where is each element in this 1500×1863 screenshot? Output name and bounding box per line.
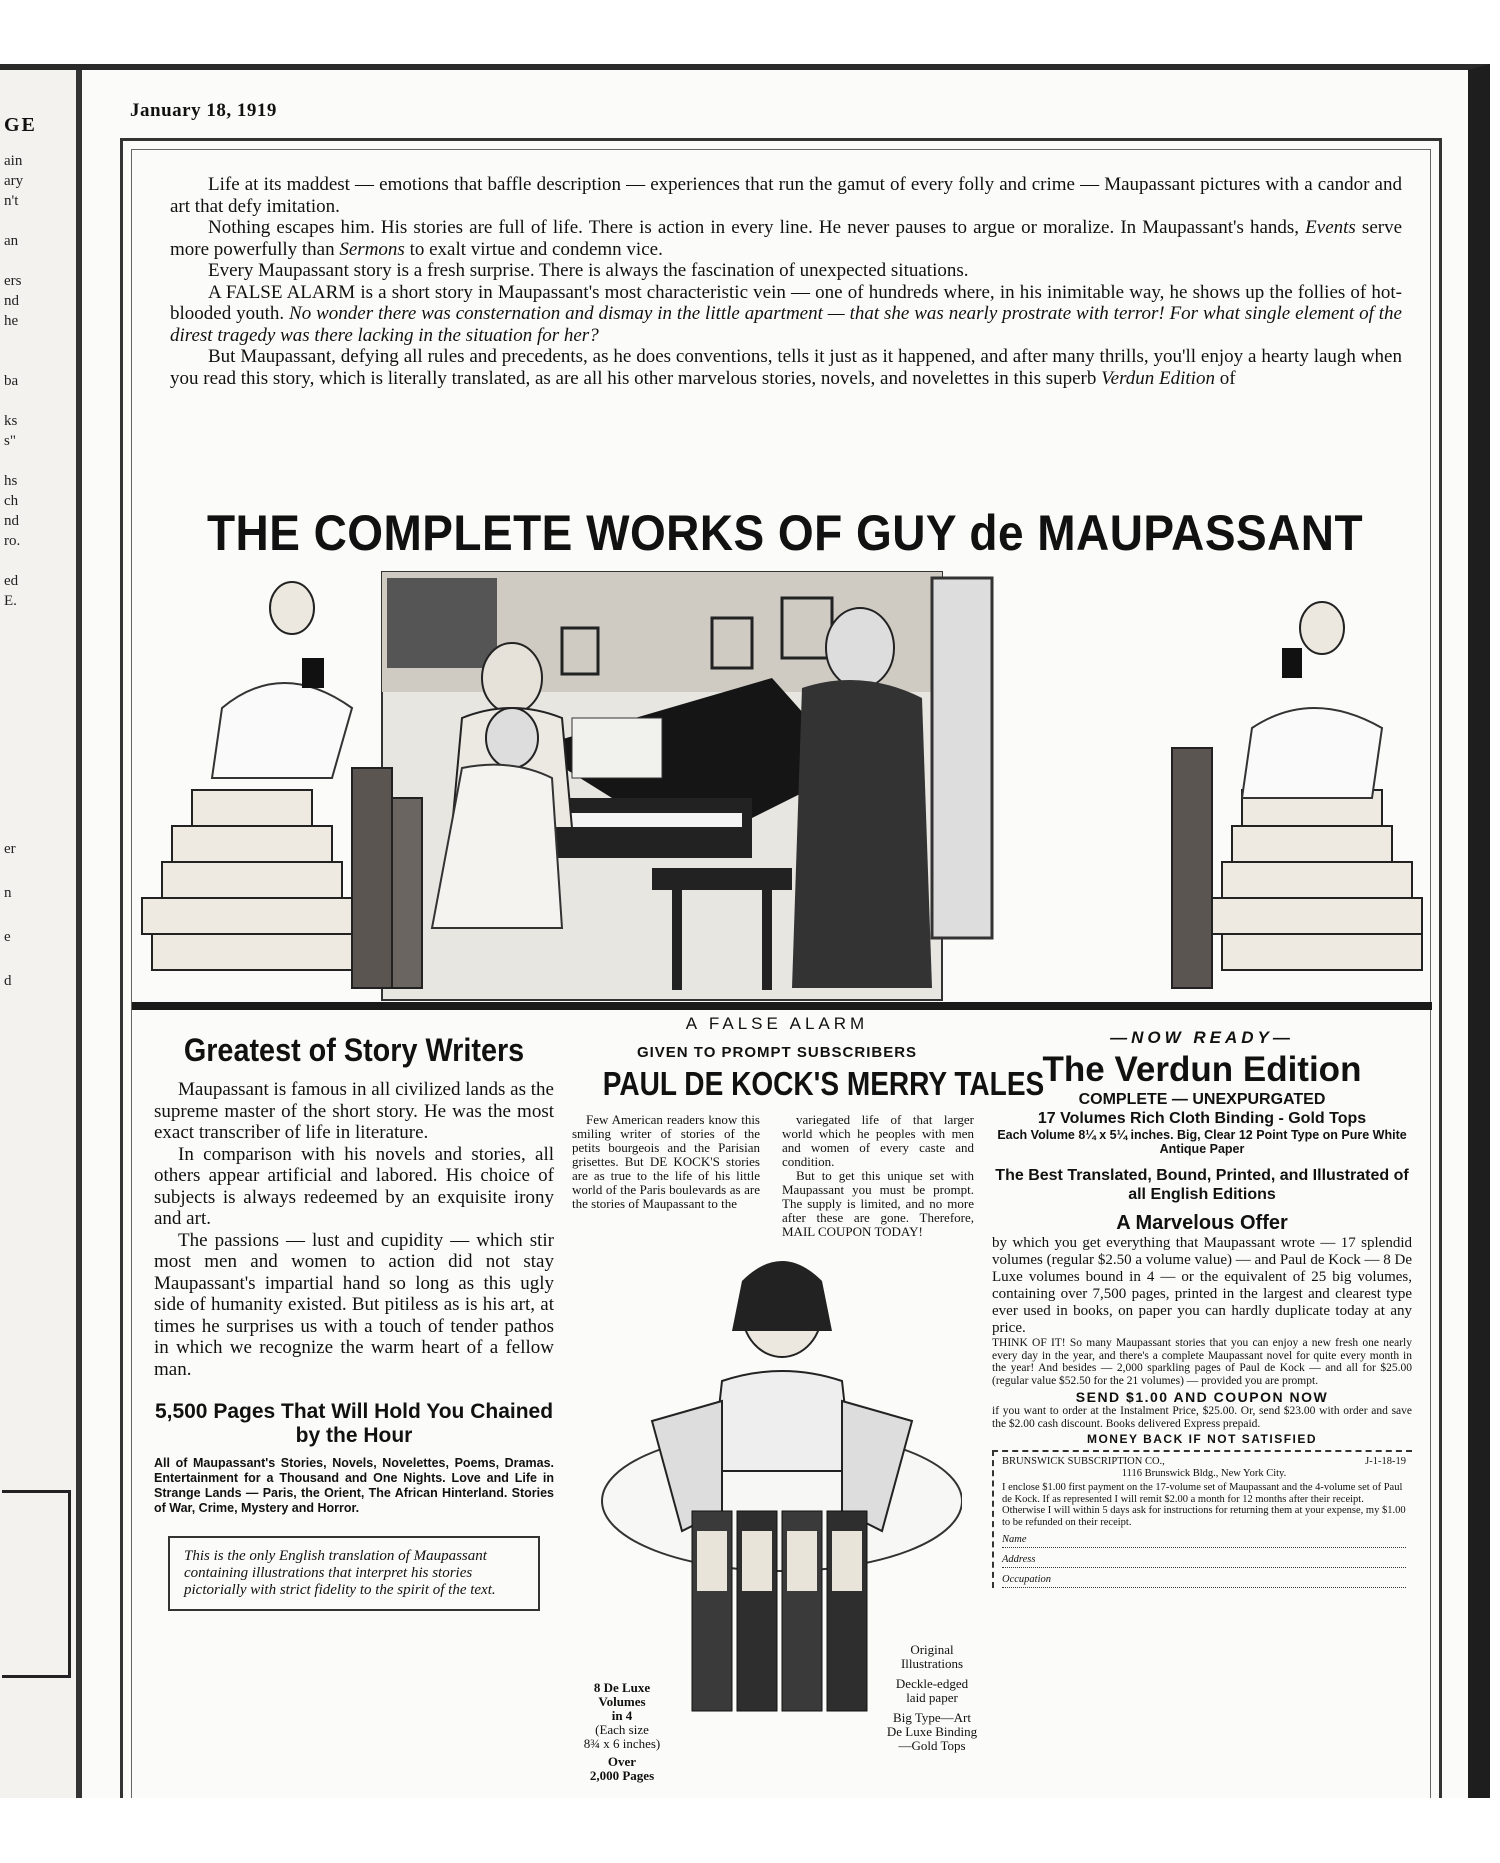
scanned-page [0,64,1490,1798]
gutter-text-fragment: ain [4,153,23,169]
now-ready: —NOW READY— [1110,1028,1294,1047]
de-kock-right-text: variegated life of that larger world which he peoples with men and women of every caste and condition. But to get this unique set with Maupassant you must be prompt. The supply is limited, and no more after these are gone. Therefore, MAIL COUPON TODAY! [782,1112,974,1239]
advertisement-frame [120,138,1442,1798]
marvelous-offer: A Marvelous Offer [1116,1212,1288,1234]
send-terms: if you want to order at the Instalment Price, $25.00. Or, send $23.00 with order and save the $2.00 cash discount. Books delivered Express prepaid. [992,1405,1412,1430]
offer-body: by which you get everything that Maupassant wrote — 17 splendid volumes (regular $2.50 a volume value) — and Paul de Kock — 8 De Luxe volumes bound in 4 — or the equivalent of 25 big volumes, containing over 7,500 pages, printed in the largest and clearest type ever used in books, on paper you can hardly duplicate today at any price. [992,1235,1412,1336]
gutter-text-fragment: he [4,313,19,329]
gutter-text-fragment: n [4,885,12,901]
gutter-text-fragment: ba [4,373,19,389]
intro-paragraph: A FALSE ALARM is a short story in Maupassant's most characteristic vein — one of hundreds where, in his inimitable way, he shows up the follies of hot-blooded youth. No wonder there was consternation and dismay in the little apartment — that she was nearly prostrate with terror! For what single element of the direst tragedy was there lacking in the situation for her? [170,281,1402,346]
coupon-address: 1116 Brunswick Bldg., New York City. [1121,1467,1287,1479]
verdun-edition-title: The Verdun Edition [1042,1050,1362,1089]
gutter-text-fragment: ro. [4,533,21,549]
intro-paragraph: But Maupassant, defying all rules and precedents, as he does conventions, tells it just as it happened, and after many thrills, you'll enjoy a hearty laugh when you read this story, which is literally translated, as are all his other marvelous stories, novels, and novelettes in this superb Verdun Edition of [170,346,1402,389]
intro-paragraph: Life at its maddest — emotions that baffle description — experiences that run the gamut of every folly and crime — Maupassant pictures with a candor and art that defy imitation. [170,174,1402,217]
gutter-text-fragment: e [4,929,11,945]
advertisement-inner [131,149,1431,1798]
gutter-text-fragment: an [4,233,19,249]
coupon-body: I enclose $1.00 first payment on the 17-volume set of Maupassant and the 4-volume set of Paul de Kock. If as represented I will remit $2.00 a month for 12 months after their receipt. Otherwise I will within 5 days ask for instructions for returning them at your expense, my $1.00 to be refunded on their receipt. [1002,1482,1406,1528]
de-kock-text-area [572,1112,982,1783]
coupon-company: BRUNSWICK SUBSCRIPTION CO., [1002,1456,1165,1467]
de-kock-left-text: Few American readers know this smiling writer of stories of the petits bourgeois and the Parisian grisettes. But DE KOCK'S stories are as true to the life of his little world of the Paris boulevards as are the stories of Maupassant to the [572,1112,760,1211]
gutter-heading: GE [4,114,37,136]
site-watermark: comicbooks.com [1251,1819,1476,1849]
send-coupon-now: SEND $1.00 AND COUPON NOW [1075,1389,1329,1405]
illustrations-caption: Original Illustrations Deckle-edged laid paper Big Type—Art De Luxe Binding—Gold Tops [886,1642,978,1753]
gutter-text-fragment: ers [4,273,22,289]
pages-subheading: 5,500 Pages That Will Hold You Chained by the Hour [154,1400,554,1447]
left-title: Greatest of Story Writers [183,1032,525,1068]
translation-note-box: This is the only English translation of Maupassant containing illustrations that interpret his stories pictorially with strict fidelity to the spirit of the text. [168,1536,540,1611]
best-translated-line: The Best Translated, Bound, Printed, and Illustrated of all English Editions [995,1167,1409,1203]
gutter-text-fragment: E. [4,593,17,609]
adjacent-page-gutter [0,70,82,1798]
gutter-text-fragment: ks [4,413,18,429]
gutter-text-fragment: ary [4,173,24,189]
right-column [992,1012,1412,1588]
headline: THE COMPLETE WORKS OF GUY de MAUPASSANT [206,505,1364,561]
coupon-code: J-1-18-19 [1365,1456,1406,1467]
money-back: MONEY BACK IF NOT SATISFIED [1086,1432,1318,1446]
parlor-illustration [132,568,1432,1004]
section-rule [132,1002,1432,1010]
contents-summary: All of Maupassant's Stories, Novels, Novelettes, Poems, Dramas. Entertainment for a Thousand and One Nights. Love and Life in Strange Lands — Paris, the Orient, The African Hinterland. Stories of War, Crime, Mystery and Horror. [154,1456,554,1515]
coupon-occupation-field[interactable]: Occupation [1002,1574,1406,1588]
volume-size-line: Each Volume 8¼ x 5¼ inches. Big, Clear 12 Point Type on Pure White Antique Paper [997,1128,1407,1156]
page-date: January 18, 1919 [130,100,277,121]
gutter-text-fragment: hs [4,473,18,489]
left-body: Maupassant is famous in all civilized lands as the supreme master of the short story. He was the most exact transcriber of life in literature. In comparison with his novels and stories, all others appear artificial and labored. His choice of subjects is always redeemed by an exquisite irony and art. The passions — lust and cupidity — which stir most men and women to action did not stay Maupassant's impartial hand so long as this ugly side of humanity existed. But pitiless as is his art, at times he surprises us with a touch of tender pathos in which we recognize the warm heart of a fellow man. [154,1079,554,1380]
gutter-text-fragment: ch [4,493,19,509]
coupon-address-field[interactable]: Address [1002,1554,1406,1568]
gutter-text-fragment: s" [4,433,16,449]
complete-unexpurgated: COMPLETE — UNEXPURGATED [1078,1091,1326,1108]
intro-text [170,174,1402,389]
gutter-text-fragment: nd [4,513,19,529]
gutter-text-fragment: ed [4,573,19,589]
gutter-text-fragment: n't [4,193,19,209]
coupon-name-field[interactable]: Name [1002,1534,1406,1548]
gutter-text-fragment: er [4,841,16,857]
volumes-caption: 8 De Luxe Volumes in 4 (Each size 8¾ x 6 inches) Over 2,000 Pages [583,1680,661,1783]
gutter-text-fragment: nd [4,293,19,309]
de-kock-title: PAUL DE KOCK'S MERRY TALES [602,1065,1045,1102]
false-alarm-caption: A FALSE ALARM [685,1014,869,1033]
left-column [154,1012,554,1611]
order-coupon[interactable] [992,1450,1412,1588]
given-to-subscribers: GIVEN TO PROMPT SUBSCRIBERS [636,1044,918,1061]
intro-paragraph: Every Maupassant story is a fresh surprise. There is always the fascination of unexpected situations. [208,260,969,281]
volumes-line: 17 Volumes Rich Cloth Binding - Gold Tops [1037,1110,1367,1127]
think-of-it: THINK OF IT! So many Maupassant stories that you can enjoy a new fresh one nearly every day in the year, and there's a complete Maupassant novel for quite every month in the year! And besides — 2,000 sparkling pages of Paul de Kock — and all for $25.00 (regular value $52.50 for the 21 volumes) — provided you are prompt. [992,1337,1412,1387]
gutter-box [2,1490,71,1678]
intro-paragraph: Nothing escapes him. His stories are full of life. There is action in every line. He never pauses to argue or moralize. In Maupassant's hands, Events serve more powerfully than Sermons to exalt virtue and condemn vice. [170,217,1403,260]
gutter-text-fragment: d [4,973,12,989]
